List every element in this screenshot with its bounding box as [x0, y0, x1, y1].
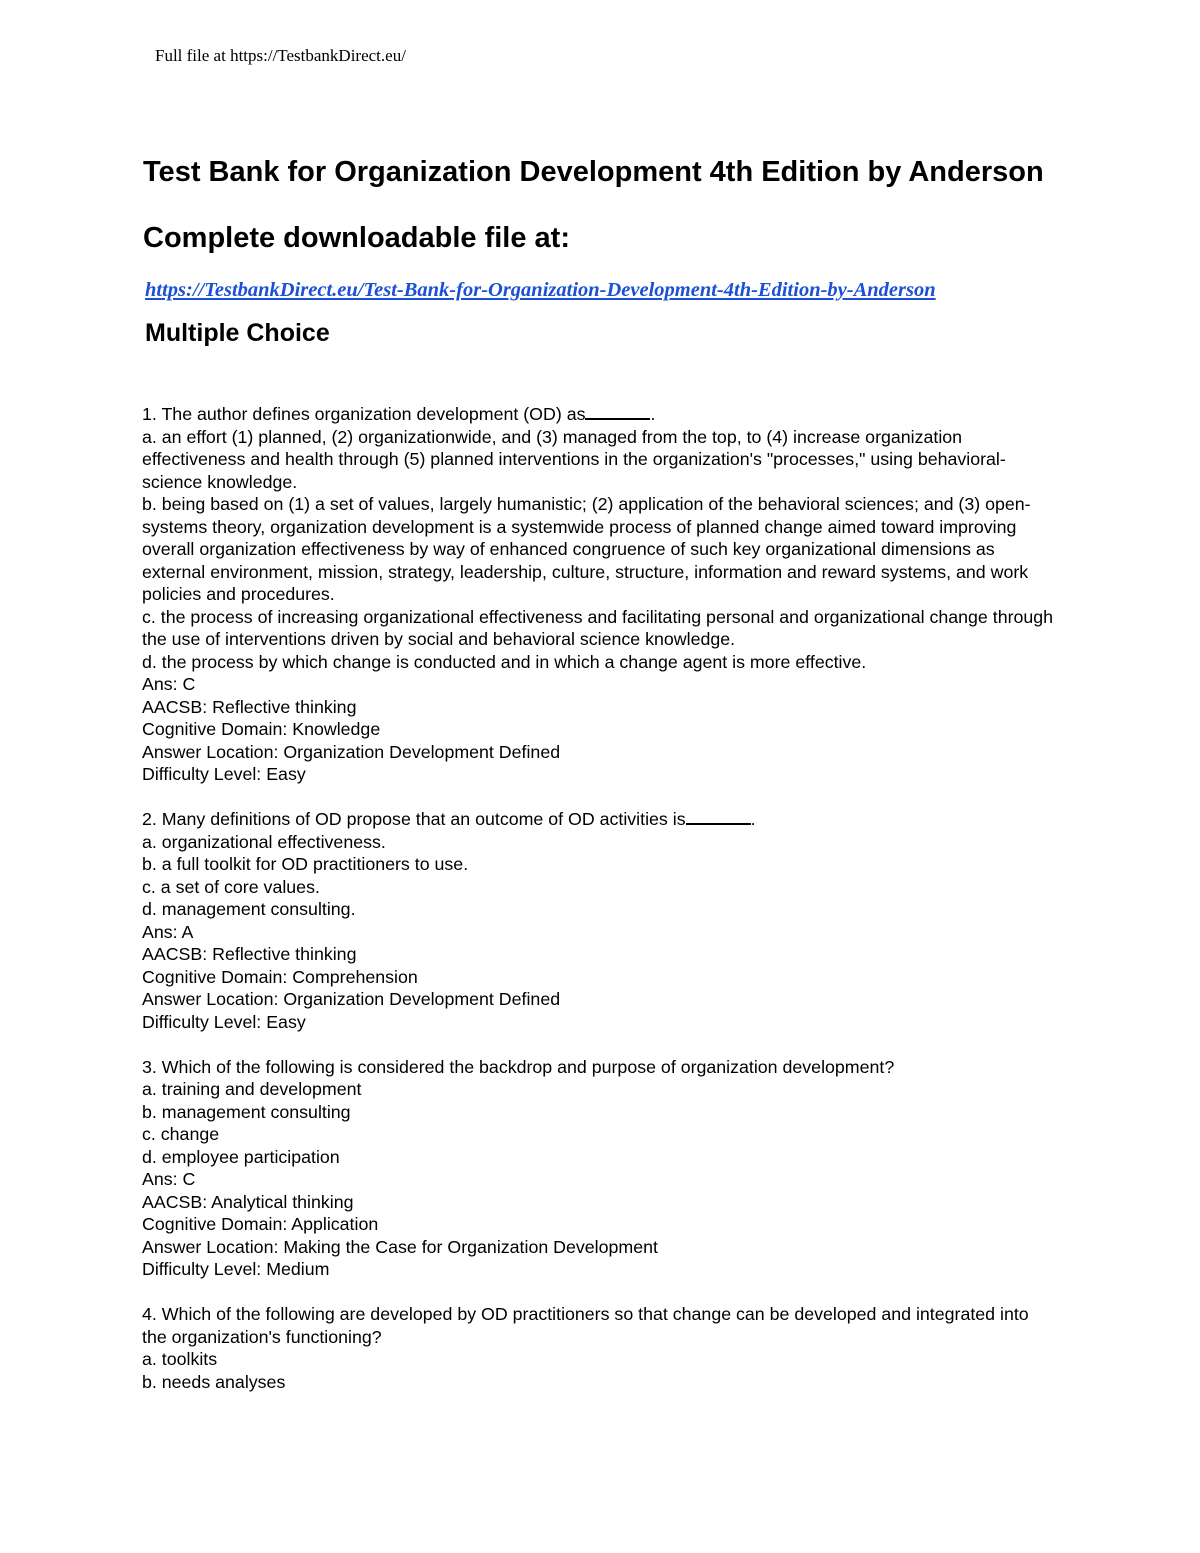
- section-heading: Multiple Choice: [145, 319, 330, 347]
- answer-location: Answer Location: Organization Development Defined: [142, 989, 561, 1009]
- answer-location: Answer Location: Making the Case for Organization Development: [142, 1236, 658, 1257]
- option-a: a. training and development: [142, 1079, 362, 1099]
- question-stem: 4. Which of the following are developed by OD practitioners so that change can be developed and integrated into the organization's functioning?: [142, 1304, 1029, 1347]
- option-d: d. employee participation: [142, 1146, 340, 1167]
- difficulty-level: Difficulty Level: Easy: [142, 1011, 306, 1032]
- question-1: [142, 403, 1057, 786]
- aacsb: AACSB: Reflective thinking: [142, 944, 357, 964]
- question-4: [142, 1303, 1057, 1393]
- option-a: a. an effort (1) planned, (2) organizationwide, and (3) managed from the top, to (4) increase organization effectiveness and health through (5) planned interventions in the organization's "processes," using behavioral-science knowledge.: [142, 426, 1006, 492]
- answer-blank: [686, 809, 751, 825]
- question-stem: 2. Many definitions of OD propose that an outcome of OD activities is .: [142, 809, 756, 829]
- answer: Ans: C: [142, 674, 196, 694]
- answer: Ans: A: [142, 921, 194, 942]
- header-note: Full file at https://TestbankDirect.eu/: [155, 46, 406, 65]
- answer: Ans: C: [142, 1169, 196, 1189]
- question-list: [142, 403, 1057, 1416]
- answer-location: Answer Location: Organization Development Defined: [142, 741, 561, 762]
- document-title: Test Bank for Organization Development 4th Edition by Anderson: [143, 156, 1044, 188]
- difficulty-level: Difficulty Level: Easy: [142, 764, 306, 784]
- option-b: b. management consulting: [142, 1101, 351, 1122]
- download-link[interactable]: https://TestbankDirect.eu/Test-Bank-for-Organization-Development-4th-Edition-by-Anderson: [145, 279, 936, 301]
- option-a: a. organizational effectiveness.: [142, 831, 386, 852]
- option-a: a. toolkits: [142, 1349, 218, 1369]
- aacsb: AACSB: Analytical thinking: [142, 1191, 354, 1212]
- cognitive-domain: Cognitive Domain: Knowledge: [142, 719, 381, 739]
- cognitive-domain: Cognitive Domain: Comprehension: [142, 966, 418, 987]
- option-b: b. a full toolkit for OD practitioners to use.: [142, 854, 469, 874]
- option-b: b. needs analyses: [142, 1371, 286, 1392]
- aacsb: AACSB: Reflective thinking: [142, 696, 357, 717]
- question-stem: 3. Which of the following is considered the backdrop and purpose of organization development?: [142, 1056, 895, 1077]
- question-stem: 1. The author defines organization development (OD) as .: [142, 404, 656, 424]
- option-c: c. change: [142, 1124, 220, 1144]
- question-3: [142, 1056, 1057, 1281]
- option-b: b. being based on (1) a set of values, largely humanistic; (2) application of the behavioral sciences; and (3) open-systems theory, organization development is a systemwide process of planned change aimed toward improving overall organization effectiveness by way of enhanced congruence of such key organizational dimensions as external environment, mission, strategy, leadership, culture, structure, information and reward systems, and work policies and procedures.: [142, 494, 1031, 604]
- option-c: c. a set of core values.: [142, 876, 320, 897]
- option-d: d. management consulting.: [142, 899, 356, 919]
- answer-blank: [585, 404, 650, 420]
- document-subtitle: Complete downloadable file at:: [143, 222, 570, 254]
- option-c: c. the process of increasing organizational effectiveness and facilitating personal and organizational change through the use of interventions driven by social and behavioral science knowledge.: [142, 606, 1054, 649]
- question-2: [142, 808, 1057, 1033]
- option-d: d. the process by which change is conducted and in which a change agent is more effective.: [142, 651, 867, 672]
- difficulty-level: Difficulty Level: Medium: [142, 1259, 330, 1279]
- cognitive-domain: Cognitive Domain: Application: [142, 1214, 379, 1234]
